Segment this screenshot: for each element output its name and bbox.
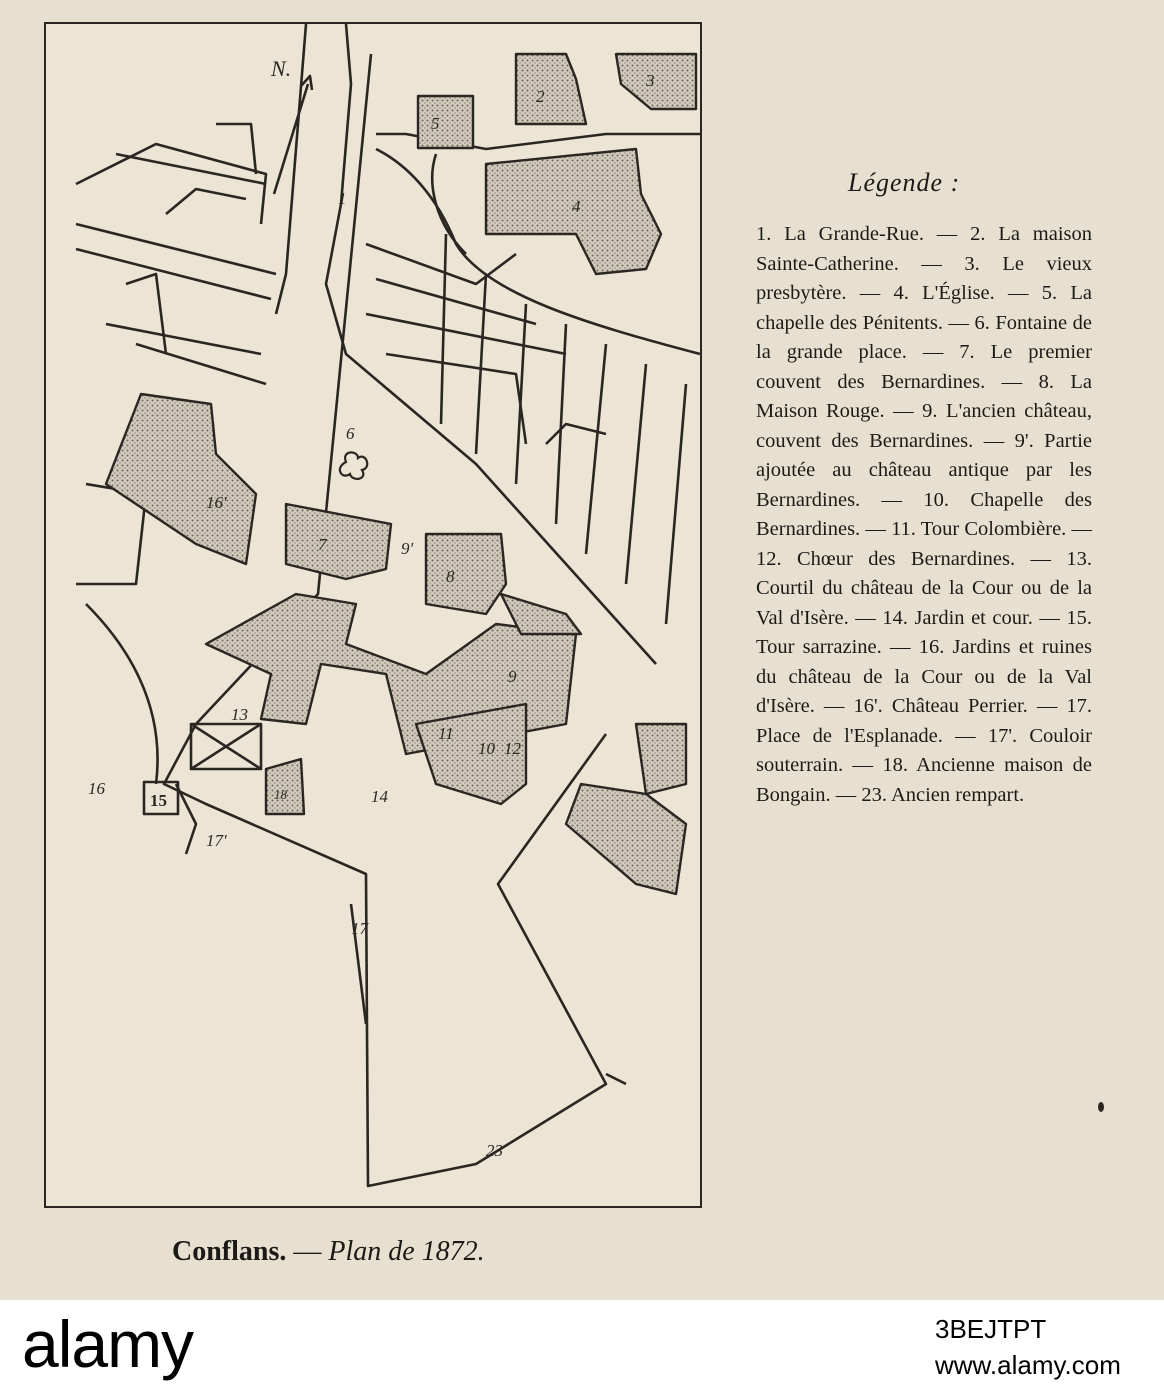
label-17: 17 bbox=[351, 919, 368, 938]
building-5 bbox=[418, 96, 473, 148]
label-12: 12 bbox=[504, 739, 521, 758]
north-label: N. bbox=[271, 56, 292, 81]
label-9: 9 bbox=[508, 667, 517, 686]
caption-plan: Plan de 1872. bbox=[328, 1236, 485, 1267]
image-id: 3BEJTPT bbox=[935, 1314, 1047, 1344]
conflans-plan-map bbox=[46, 24, 700, 1206]
label-10: 10 bbox=[478, 739, 495, 758]
building-13prime bbox=[636, 724, 686, 794]
ink-spot bbox=[1098, 1102, 1104, 1112]
caption-separator: — bbox=[286, 1236, 329, 1267]
label-3: 3 bbox=[646, 71, 655, 90]
label-16prime: 16' bbox=[206, 493, 227, 512]
label-6: 6 bbox=[346, 424, 355, 443]
building-8 bbox=[426, 534, 506, 614]
watermark-footer bbox=[0, 1300, 1164, 1390]
map-caption bbox=[172, 1236, 485, 1268]
map-frame bbox=[44, 22, 702, 1208]
label-17prime: 17' bbox=[206, 831, 227, 850]
label-5: 5 bbox=[431, 114, 440, 133]
site-url: www.alamy.com bbox=[935, 1350, 1121, 1380]
building-2 bbox=[516, 54, 586, 124]
label-2: 2 bbox=[536, 87, 545, 106]
label-15: 15 bbox=[150, 791, 167, 810]
building-15prime bbox=[566, 784, 686, 894]
label-1: 1 bbox=[338, 189, 347, 208]
alamy-logo: alamy bbox=[22, 1307, 194, 1381]
label-11: 11 bbox=[438, 724, 454, 743]
building-7 bbox=[286, 504, 391, 579]
legend-title: Légende : bbox=[848, 168, 961, 197]
label-8: 8 bbox=[446, 567, 455, 586]
label-14: 14 bbox=[371, 787, 388, 806]
label-13: 13 bbox=[231, 705, 248, 724]
label-23: 23 bbox=[486, 1141, 503, 1160]
label-18: 18 bbox=[274, 787, 287, 802]
legend-text: 1. La Grande-Rue. — 2. La maison Sainte-Catherine. — 3. Le vieux presbytère. — 4. L'Église. — 5. La chapelle des Pénitents. — 6. Fontaine de la grande place. — 7. Le premier couvent des Bernardines. — 8. La Maison Rouge. — 9. L'ancien château, couvent des Bernardines. — 9'. Partie ajoutée au château antique par les Bernardines. — 10. Chapelle des Bernardines. — 11. Tour Colombière. — 12. Chœur des Bernardines. — 13. Courtil du château de la Cour ou de la Val d'Isère. — 14. Jardin et cour. — 15. Tour sarrazine. — 16. Jardins et ruines du château de la Cour ou de la Val d'Isère. — 16'. Château Perrier. — 17. Place de l'Esplanade. — 17'. Couloir souterrain. — 18. Ancienne maison de Bongain. — 23. Ancien rempart. bbox=[756, 223, 1092, 806]
label-16: 16 bbox=[88, 779, 105, 798]
caption-place: Conflans. bbox=[172, 1236, 287, 1267]
label-9prime: 9' bbox=[401, 539, 414, 558]
label-4: 4 bbox=[572, 197, 581, 216]
label-7: 7 bbox=[318, 535, 327, 554]
fontaine-icon bbox=[340, 452, 367, 479]
north-arrow bbox=[274, 84, 308, 194]
building-3 bbox=[616, 54, 696, 109]
building-16prime bbox=[106, 394, 256, 564]
